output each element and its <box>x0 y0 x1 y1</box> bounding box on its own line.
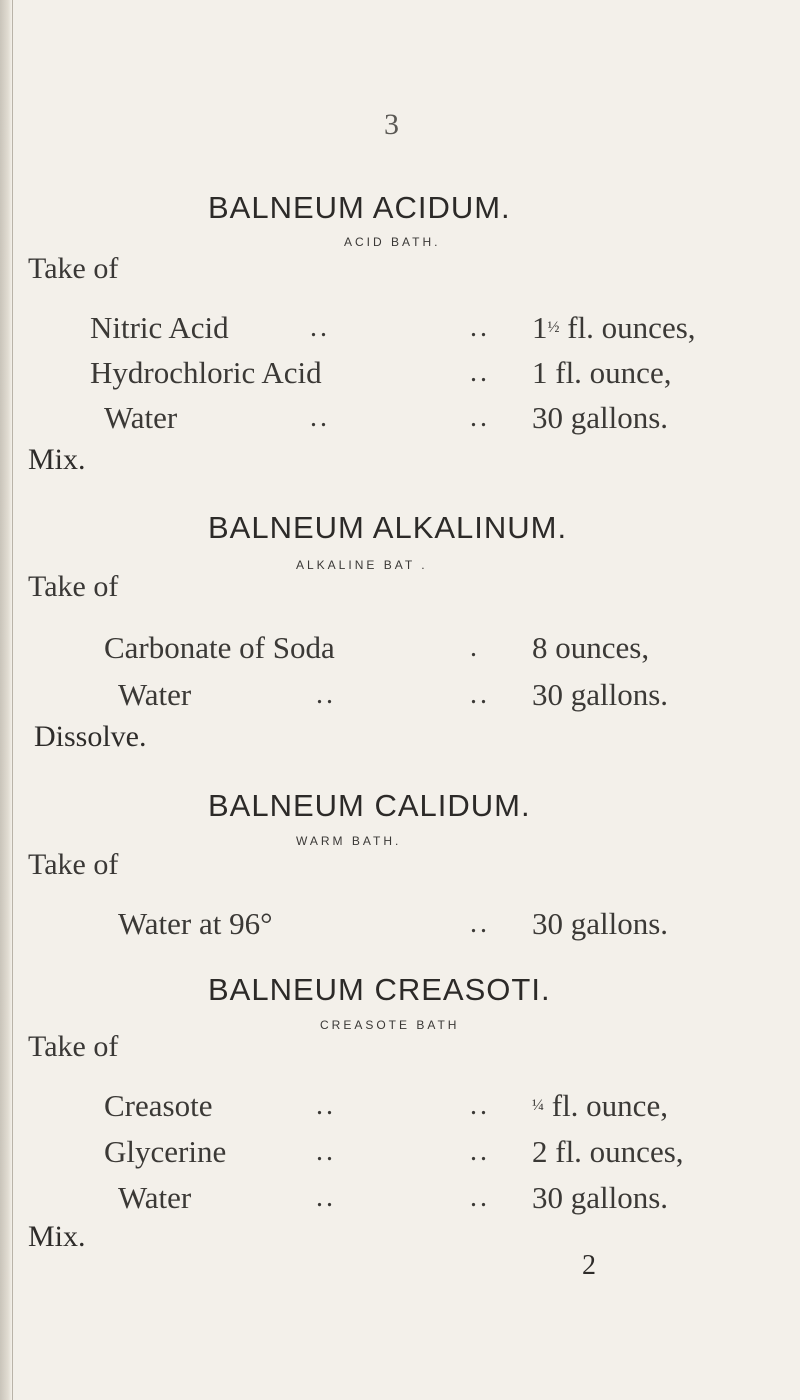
ingredient-quantity <box>532 1088 668 1124</box>
ingredient-quantity: 1 fl. ounce, <box>532 355 672 390</box>
leader-dots: .. <box>470 1090 490 1121</box>
page-number: 3 <box>384 108 399 141</box>
ingredient-name: Nitric Acid <box>90 310 229 345</box>
leader-dots: .. <box>316 679 336 710</box>
leader-dots: .. <box>316 1136 336 1167</box>
ingredient-quantity: 30 gallons. <box>532 1180 669 1215</box>
ingredient-name: Water at 96° <box>118 906 273 941</box>
ingredient-name: Water <box>118 677 192 712</box>
instruction-text: Mix. <box>28 1220 86 1253</box>
ingredient-quantity <box>532 310 696 346</box>
section-title-calidum: BALNEUM CALIDUM. <box>208 788 531 823</box>
ingredient-quantity: 30 gallons. <box>532 400 669 435</box>
ingredient-name: Carbonate of Soda <box>104 630 335 665</box>
section-title-alkalinum: BALNEUM ALKALINUM. <box>208 510 568 545</box>
take-of-label: Take of <box>28 1030 119 1063</box>
ingredient-quantity: 30 gallons. <box>532 906 669 941</box>
section-subtitle-acidum: ACID BATH. <box>344 235 441 249</box>
section-subtitle-creasoti: CREASOTE BATH <box>320 1018 460 1032</box>
section-subtitle-calidum: WARM BATH. <box>296 834 402 848</box>
section-title-acidum: BALNEUM ACIDUM. <box>208 190 511 225</box>
section-subtitle-alkalinum: ALKALINE BAT . <box>296 558 428 572</box>
page-spine-line <box>12 0 13 1400</box>
leader-dots: .. <box>316 1182 336 1213</box>
page-edge-shadow <box>0 0 12 1400</box>
section-title-creasoti: BALNEUM CREASOTI. <box>208 972 551 1007</box>
ingredient-name: Creasote <box>104 1088 213 1123</box>
leader-dots: .. <box>470 1182 490 1213</box>
ingredient-name: Glycerine <box>104 1134 227 1169</box>
instruction-text: Dissolve. <box>34 720 147 753</box>
leader-dots: .. <box>470 1136 490 1167</box>
leader-dots: .. <box>470 312 490 343</box>
quantity-fraction: ½ <box>547 319 560 336</box>
leader-dots: .. <box>470 357 490 388</box>
signature-number: 2 <box>582 1250 596 1281</box>
quantity-unit: fl. ounce, <box>551 1088 668 1123</box>
ingredient-name: Water <box>104 400 178 435</box>
leader-dots: .. <box>316 1090 336 1121</box>
take-of-label: Take of <box>28 570 119 603</box>
instruction-text: Mix. <box>28 443 86 476</box>
ingredient-quantity: 2 fl. ounces, <box>532 1134 684 1169</box>
leader-dots: .. <box>470 908 490 939</box>
quantity-whole: 1 <box>532 310 548 345</box>
take-of-label: Take of <box>28 848 119 881</box>
take-of-label: Take of <box>28 252 119 285</box>
ingredient-quantity: 8 ounces, <box>532 630 650 665</box>
leader-dots: . <box>470 632 480 663</box>
ingredient-name: Hydrochloric Acid <box>90 355 322 390</box>
quantity-fraction: ¼ <box>532 1097 544 1114</box>
ingredient-quantity: 30 gallons. <box>532 677 669 712</box>
leader-dots: .. <box>310 312 330 343</box>
quantity-unit: fl. ounces, <box>567 310 696 345</box>
leader-dots: .. <box>470 679 490 710</box>
ingredient-name: Water <box>118 1180 192 1215</box>
leader-dots: .. <box>310 402 330 433</box>
leader-dots: .. <box>470 402 490 433</box>
